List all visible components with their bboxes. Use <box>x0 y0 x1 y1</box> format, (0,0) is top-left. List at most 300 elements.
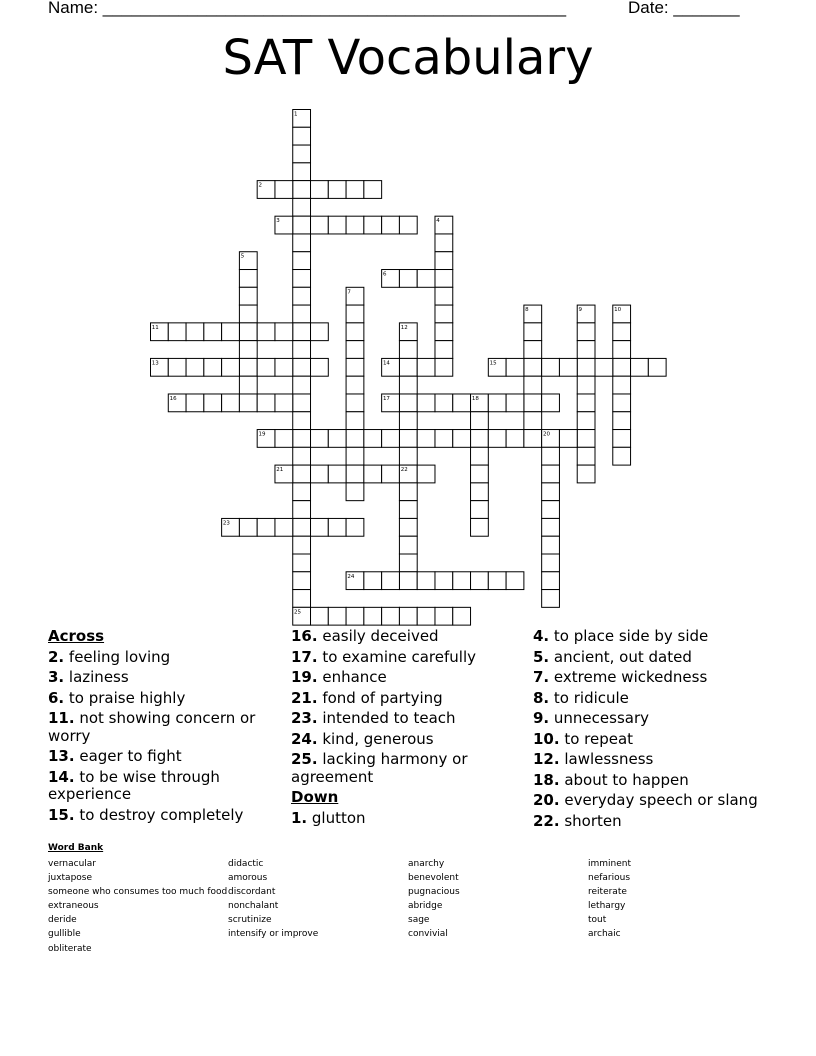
grid-cell[interactable] <box>346 412 364 430</box>
word-bank-entry: abridge <box>408 901 443 912</box>
grid-cell[interactable] <box>293 234 311 252</box>
grid-cell[interactable] <box>328 430 346 448</box>
grid-cell[interactable] <box>222 394 240 412</box>
grid-cell[interactable] <box>613 341 631 359</box>
grid-cell[interactable] <box>346 376 364 394</box>
grid-cell[interactable] <box>364 216 382 234</box>
clue-item <box>48 710 273 745</box>
clue-number: 10. <box>533 729 560 748</box>
clue-item <box>533 751 773 769</box>
grid-cell[interactable] <box>524 394 542 412</box>
clue-number: 7. <box>533 668 550 686</box>
clue-text: ancient, out dated <box>549 647 692 666</box>
grid-cell[interactable] <box>311 323 329 341</box>
grid-cell[interactable] <box>311 518 329 536</box>
clue-number: 14. <box>48 767 75 786</box>
grid-cell[interactable] <box>435 287 453 305</box>
clue-text: lawlessness <box>559 750 654 768</box>
clue-text: kind, generous <box>317 729 434 748</box>
grid-cell[interactable] <box>346 305 364 323</box>
grid-cell[interactable] <box>399 483 417 501</box>
grid-cell[interactable] <box>382 572 400 590</box>
clue-number: 15. <box>48 805 75 824</box>
grid-cell[interactable] <box>524 376 542 394</box>
grid-cell[interactable] <box>524 430 542 448</box>
clue-number: 18. <box>533 770 560 789</box>
grid-cell[interactable] <box>346 216 364 234</box>
grid-cell[interactable] <box>346 465 364 483</box>
grid-cell[interactable] <box>542 447 560 465</box>
grid-cell[interactable] <box>471 412 489 430</box>
grid-cell[interactable] <box>328 607 346 625</box>
grid-cell[interactable] <box>631 358 649 376</box>
grid-cell[interactable] <box>542 394 560 412</box>
clue-text: easily deceived <box>317 627 439 645</box>
grid-cell[interactable] <box>364 607 382 625</box>
word-bank-column <box>408 857 460 942</box>
grid-cell[interactable] <box>542 358 560 376</box>
grid-cell[interactable] <box>293 572 311 590</box>
clue-text: to repeat <box>559 729 634 748</box>
grid-cell[interactable] <box>293 358 311 376</box>
grid-cell[interactable] <box>453 607 471 625</box>
grid-cell[interactable] <box>346 607 364 625</box>
grid-cell[interactable] <box>239 341 257 359</box>
clue-item <box>291 669 516 687</box>
grid-cell[interactable] <box>346 394 364 412</box>
clue-item <box>533 710 773 728</box>
grid-cell[interactable] <box>417 394 435 412</box>
grid-cell[interactable] <box>471 518 489 536</box>
grid-cell[interactable] <box>293 341 311 359</box>
grid-cell[interactable] <box>382 430 400 448</box>
grid-cell[interactable] <box>613 394 631 412</box>
grid-cell[interactable] <box>186 394 204 412</box>
grid-cell[interactable] <box>239 394 257 412</box>
clue-number: 1. <box>291 808 308 827</box>
grid-cell[interactable] <box>613 358 631 376</box>
clues-column-2 <box>291 628 516 830</box>
grid-cell[interactable] <box>613 430 631 448</box>
grid-cell[interactable] <box>613 376 631 394</box>
grid-cell[interactable] <box>399 501 417 519</box>
clue-text: feeling loving <box>64 647 171 666</box>
clue-item <box>533 628 773 646</box>
word-bank-entry: extraneous <box>48 901 99 912</box>
grid-cell[interactable] <box>488 394 506 412</box>
grid-cell[interactable] <box>453 430 471 448</box>
grid-cell-number: 24 <box>347 573 355 580</box>
clue-item <box>533 792 773 810</box>
grid-cell[interactable] <box>346 483 364 501</box>
grid-cell[interactable] <box>293 127 311 145</box>
clue-item <box>291 751 516 786</box>
word-bank-entry: nonchalant <box>228 901 279 912</box>
clue-number: 21. <box>291 688 318 707</box>
grid-cell[interactable] <box>293 287 311 305</box>
clue-text: lacking harmony or agreement <box>291 750 468 786</box>
down-clue-list <box>291 810 516 828</box>
word-bank-entry: pugnacious <box>408 887 460 898</box>
word-bank-title: Word Bank <box>48 843 104 853</box>
grid-cell[interactable] <box>328 216 346 234</box>
grid-cell[interactable] <box>648 358 666 376</box>
grid-cell[interactable] <box>239 518 257 536</box>
grid-cell[interactable] <box>328 518 346 536</box>
grid-cell[interactable] <box>204 358 222 376</box>
grid-cell[interactable] <box>399 412 417 430</box>
grid-cell[interactable] <box>275 181 293 199</box>
clue-item <box>533 772 773 790</box>
clues-column-3 <box>533 628 773 833</box>
grid-cell[interactable] <box>577 394 595 412</box>
grid-cell[interactable] <box>257 518 275 536</box>
grid-cell[interactable] <box>275 358 293 376</box>
grid-cell[interactable] <box>435 305 453 323</box>
grid-cell[interactable] <box>168 323 186 341</box>
word-bank-entry: tout <box>588 915 607 926</box>
grid-cell[interactable] <box>346 181 364 199</box>
grid-cell-number: 8 <box>525 307 529 314</box>
grid-cell[interactable] <box>542 483 560 501</box>
grid-cell-number: 10 <box>614 307 622 314</box>
grid-cell[interactable] <box>328 465 346 483</box>
grid-cell[interactable] <box>364 572 382 590</box>
grid-cell[interactable] <box>257 394 275 412</box>
grid-cell[interactable] <box>524 323 542 341</box>
grid-cell[interactable] <box>293 483 311 501</box>
grid-cell[interactable] <box>257 323 275 341</box>
grid-cell[interactable] <box>399 394 417 412</box>
grid-cell[interactable] <box>417 465 435 483</box>
across-clue-list <box>48 649 273 825</box>
grid-cell-number: 14 <box>382 360 390 367</box>
grid-cell[interactable] <box>577 376 595 394</box>
grid-cell[interactable] <box>346 358 364 376</box>
grid-cell[interactable] <box>595 358 613 376</box>
grid-cell[interactable] <box>577 358 595 376</box>
clue-item <box>291 810 516 828</box>
grid-cell[interactable] <box>328 181 346 199</box>
clue-text: extreme wickedness <box>549 668 708 686</box>
grid-cell[interactable] <box>239 270 257 288</box>
grid-cell[interactable] <box>417 607 435 625</box>
grid-cell[interactable] <box>239 376 257 394</box>
clue-item <box>291 690 516 708</box>
grid-cell[interactable] <box>293 447 311 465</box>
grid-cell[interactable] <box>488 430 506 448</box>
grid-cell[interactable] <box>311 607 329 625</box>
word-bank-entry: vernacular <box>48 859 96 869</box>
clue-number: 23. <box>291 709 318 727</box>
grid-cell[interactable] <box>275 323 293 341</box>
grid-cell[interactable] <box>399 270 417 288</box>
grid-cell[interactable] <box>168 358 186 376</box>
grid-cell[interactable] <box>293 554 311 572</box>
word-bank-entry: obliterate <box>48 943 92 954</box>
grid-cell-number: 21 <box>276 467 284 474</box>
grid-cell[interactable] <box>204 323 222 341</box>
grid-cell[interactable] <box>542 536 560 554</box>
word-bank-entry: convivial <box>408 929 448 940</box>
clue-number: 25. <box>291 750 318 768</box>
grid-cell[interactable] <box>186 323 204 341</box>
word-bank-column <box>588 857 631 942</box>
clue-item <box>48 669 273 687</box>
grid-cell[interactable] <box>293 536 311 554</box>
clue-text: everyday speech or slang <box>559 791 758 809</box>
clues-column-1 <box>48 628 273 827</box>
grid-cell[interactable] <box>471 447 489 465</box>
clue-number: 24. <box>291 729 318 748</box>
grid-cell[interactable] <box>311 430 329 448</box>
grid-cell[interactable] <box>471 430 489 448</box>
grid-cell-number: 3 <box>276 218 280 225</box>
clue-item <box>533 731 773 749</box>
grid-cell[interactable] <box>506 430 524 448</box>
grid-cell[interactable] <box>293 412 311 430</box>
word-bank-entry: archaic <box>588 929 621 940</box>
clue-number: 16. <box>291 627 318 645</box>
grid-cell[interactable] <box>471 572 489 590</box>
grid-cell[interactable] <box>311 465 329 483</box>
grid-cell[interactable] <box>577 412 595 430</box>
grid-cell[interactable] <box>346 341 364 359</box>
word-bank-entry: imminent <box>588 859 632 869</box>
grid-cell-number: 4 <box>436 218 440 225</box>
grid-cell[interactable] <box>293 394 311 412</box>
grid-cell[interactable] <box>293 145 311 163</box>
grid-cell[interactable] <box>435 572 453 590</box>
clue-number: 5. <box>533 647 550 666</box>
grid-cell[interactable] <box>471 465 489 483</box>
grid-cell[interactable] <box>364 465 382 483</box>
clue-text: to ridicule <box>549 688 629 707</box>
grid-cell[interactable] <box>399 554 417 572</box>
clue-item <box>48 690 273 708</box>
grid-cell[interactable] <box>435 430 453 448</box>
grid-cell-number: 11 <box>151 324 159 331</box>
grid-cell[interactable] <box>239 323 257 341</box>
grid-cell[interactable] <box>417 358 435 376</box>
word-bank-entry: sage <box>408 915 430 926</box>
grid-cell[interactable] <box>559 358 577 376</box>
grid-cell[interactable] <box>275 518 293 536</box>
word-bank-entry: someone who consumes too much food <box>48 887 228 898</box>
grid-cell[interactable] <box>186 358 204 376</box>
grid-cell[interactable] <box>346 447 364 465</box>
grid-cell[interactable] <box>293 465 311 483</box>
grid-cell[interactable] <box>399 536 417 554</box>
down-heading: Down <box>291 788 339 806</box>
grid-cell[interactable] <box>399 607 417 625</box>
date-line: Date: _______ <box>628 0 740 17</box>
word-bank-entry: reiterate <box>588 887 627 898</box>
clue-item <box>533 649 773 667</box>
name-line: Name: _________________________________________________ <box>48 0 567 17</box>
grid-cell[interactable] <box>435 358 453 376</box>
page-title: SAT Vocabulary <box>222 30 594 86</box>
grid-cell[interactable] <box>399 572 417 590</box>
grid-cell[interactable] <box>311 216 329 234</box>
grid-cell[interactable] <box>293 376 311 394</box>
grid-cell[interactable] <box>542 465 560 483</box>
word-bank-entry: anarchy <box>408 859 445 869</box>
grid-cell[interactable] <box>417 572 435 590</box>
clue-item <box>291 628 516 646</box>
grid-cell[interactable] <box>399 376 417 394</box>
grid-cell[interactable] <box>488 572 506 590</box>
grid-cell[interactable] <box>542 572 560 590</box>
grid-cell[interactable] <box>311 358 329 376</box>
clue-number: 11. <box>48 709 75 727</box>
grid-cell[interactable] <box>577 430 595 448</box>
grid-cell[interactable] <box>346 430 364 448</box>
grid-cell[interactable] <box>559 430 577 448</box>
grid-cell[interactable] <box>293 216 311 234</box>
grid-cell[interactable] <box>506 358 524 376</box>
grid-cell[interactable] <box>293 305 311 323</box>
grid-cell[interactable] <box>417 430 435 448</box>
grid-cell[interactable] <box>577 323 595 341</box>
grid-cell[interactable] <box>382 216 400 234</box>
grid-cell[interactable] <box>293 163 311 181</box>
grid-cell[interactable] <box>311 181 329 199</box>
grid-cell[interactable] <box>293 501 311 519</box>
word-bank-entry: intensify or improve <box>228 929 319 940</box>
grid-cell[interactable] <box>613 412 631 430</box>
grid-cell[interactable] <box>222 358 240 376</box>
grid-cell[interactable] <box>293 323 311 341</box>
grid-cell[interactable] <box>453 572 471 590</box>
across-clue-list-continued <box>291 628 516 786</box>
clue-number: 8. <box>533 688 550 707</box>
grid-cell[interactable] <box>239 287 257 305</box>
grid-cell[interactable] <box>293 198 311 216</box>
grid-cell[interactable] <box>399 341 417 359</box>
clue-number: 3. <box>48 668 65 686</box>
grid-cell[interactable] <box>239 358 257 376</box>
grid-cell[interactable] <box>524 341 542 359</box>
grid-cell[interactable] <box>364 430 382 448</box>
word-bank-entry: discordant <box>228 887 276 898</box>
grid-cell[interactable] <box>435 607 453 625</box>
clue-item <box>533 813 773 831</box>
grid-cell[interactable] <box>417 270 435 288</box>
grid-cell[interactable] <box>453 394 471 412</box>
word-bank-entry: scrutinize <box>228 915 272 926</box>
clue-text: laziness <box>64 668 129 686</box>
grid-cell[interactable] <box>506 572 524 590</box>
grid-cell[interactable] <box>471 501 489 519</box>
grid-cell[interactable] <box>399 358 417 376</box>
word-bank-entry: gullible <box>48 929 81 940</box>
grid-cell[interactable] <box>293 181 311 199</box>
clue-text: to be wise through experience <box>48 767 220 803</box>
clue-number: 6. <box>48 688 65 707</box>
grid-cell[interactable] <box>399 447 417 465</box>
grid-cell-number: 25 <box>294 609 302 616</box>
grid-cell[interactable] <box>542 518 560 536</box>
clue-item <box>533 690 773 708</box>
grid-cell[interactable] <box>435 270 453 288</box>
grid-cell[interactable] <box>346 518 364 536</box>
grid-cell[interactable] <box>506 394 524 412</box>
grid-cell-number: 23 <box>222 520 230 527</box>
word-bank-column <box>48 857 227 956</box>
word-bank-column <box>228 857 318 942</box>
grid-cell[interactable] <box>577 465 595 483</box>
grid-cell[interactable] <box>471 483 489 501</box>
clue-text: intended to teach <box>317 709 456 727</box>
grid-cell[interactable] <box>524 358 542 376</box>
clue-text: fond of partying <box>317 688 443 707</box>
clue-item <box>533 669 773 687</box>
grid-cell[interactable] <box>222 323 240 341</box>
grid-cell[interactable] <box>524 412 542 430</box>
grid-cell[interactable] <box>346 323 364 341</box>
grid-cell[interactable] <box>293 270 311 288</box>
grid-cell[interactable] <box>613 323 631 341</box>
word-bank-entry: amorous <box>228 873 268 884</box>
grid-cell[interactable] <box>542 554 560 572</box>
clue-item <box>291 731 516 749</box>
grid-cell[interactable] <box>275 394 293 412</box>
clue-text: glutton <box>307 808 366 827</box>
grid-cell[interactable] <box>382 607 400 625</box>
word-bank-entry: juxtapose <box>48 873 93 884</box>
grid-cell[interactable] <box>293 590 311 608</box>
grid-cell-number: 9 <box>578 307 583 314</box>
grid-cell[interactable] <box>542 501 560 519</box>
grid-cell[interactable] <box>435 252 453 270</box>
grid-cell[interactable] <box>613 447 631 465</box>
grid-cell-number: 1 <box>294 111 298 118</box>
grid-cell[interactable] <box>257 358 275 376</box>
grid-cell[interactable] <box>293 430 311 448</box>
grid-cell[interactable] <box>293 252 311 270</box>
clue-item <box>291 649 516 667</box>
grid-cell-number: 12 <box>400 324 408 331</box>
grid-cell[interactable] <box>382 465 400 483</box>
grid-cell[interactable] <box>577 341 595 359</box>
grid-cell[interactable] <box>435 394 453 412</box>
clue-text: enhance <box>317 668 387 686</box>
grid-cell[interactable] <box>399 216 417 234</box>
grid-cell[interactable] <box>293 518 311 536</box>
grid-cell[interactable] <box>577 447 595 465</box>
clue-number: 22. <box>533 811 560 830</box>
clue-text: to place side by side <box>549 627 709 645</box>
grid-cell[interactable] <box>435 341 453 359</box>
word-bank-entry: lethargy <box>588 901 626 912</box>
clue-item <box>48 769 273 804</box>
clue-number: 9. <box>533 709 550 727</box>
word-bank-entry: nefarious <box>588 873 631 884</box>
grid-cell[interactable] <box>399 518 417 536</box>
grid-cell[interactable] <box>435 234 453 252</box>
grid-cell[interactable] <box>239 305 257 323</box>
grid-cell[interactable] <box>542 590 560 608</box>
down-clue-list-continued <box>533 628 773 830</box>
grid-cell[interactable] <box>275 430 293 448</box>
grid-cell[interactable] <box>364 181 382 199</box>
grid-cell[interactable] <box>435 323 453 341</box>
clue-number: 19. <box>291 668 318 686</box>
clue-number: 12. <box>533 750 560 768</box>
grid-cell[interactable] <box>204 394 222 412</box>
grid-cell[interactable] <box>399 430 417 448</box>
